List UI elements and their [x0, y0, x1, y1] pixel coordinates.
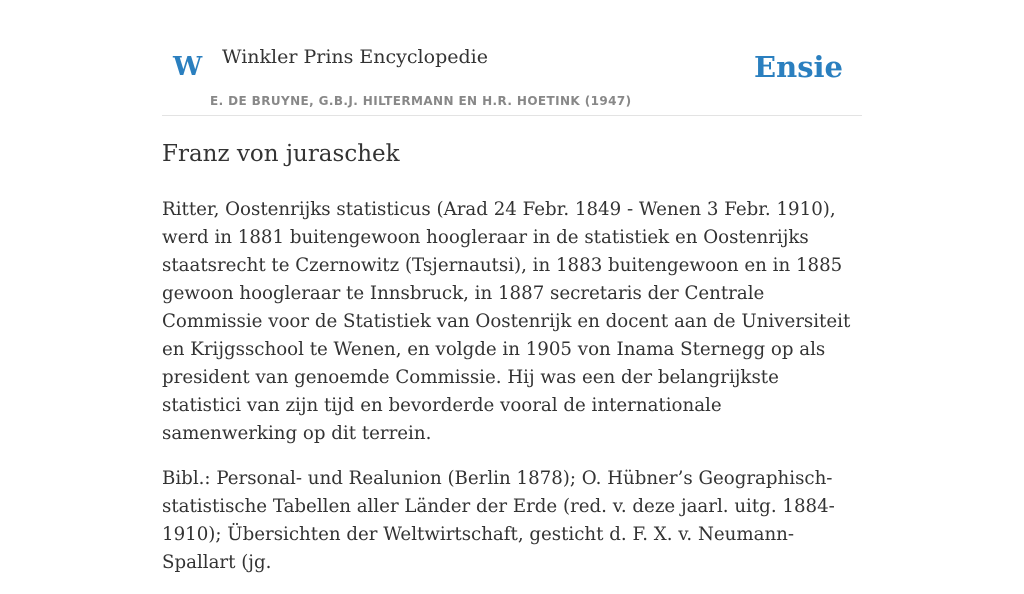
article-paragraph: Ritter, Oostenrijks statisticus (Arad 24 Febr. 1849 - Wenen 3 Febr. 1910), werd in 1881 buitengewoon hoogleraar in de statistiek en Oostenrijks staatsrecht te Czernowitz (Tsjernautsi), in 1883 buitengewoon en in 1885 gewoon hoogleraar te Innsbruck, in 1887 secretaris der Centrale Commissie voor de Statistiek van Oostenrijk en docent aan de Universiteit en Krijgsschool te Wenen, en volgde in 1905 von Inama Sternegg op als president van genoemde Commissie. Hij was een der belangrijkste statistici van zijn tijd en bevorderde vooral de internationale samenwerking op dit terrein. — [162, 198, 851, 444]
ensie-brand-logo[interactable]: Ensie — [754, 50, 843, 84]
site-logo[interactable]: W — [173, 52, 203, 82]
article — [162, 140, 862, 594]
site-title[interactable]: Winkler Prins Encyclopedie — [222, 46, 488, 68]
article-title: Franz von juraschek — [162, 141, 400, 167]
bibliography-paragraph: Bibl.: Personal- und Realunion (Berlin 1878); O. Hübner’s Geographisch-statistische Tabellen aller Länder der Erde (red. v. deze jaarl. uitg. 1884-1910); Übersichten der Weltwirtschaft, gesticht d. F. X. v. Neumann-Spallart (jg. — [162, 467, 835, 573]
header — [162, 0, 862, 116]
authors-subtitle: E. DE BRUYNE, G.B.J. HILTERMANN EN H.R. HOETINK (1947) — [210, 94, 632, 108]
